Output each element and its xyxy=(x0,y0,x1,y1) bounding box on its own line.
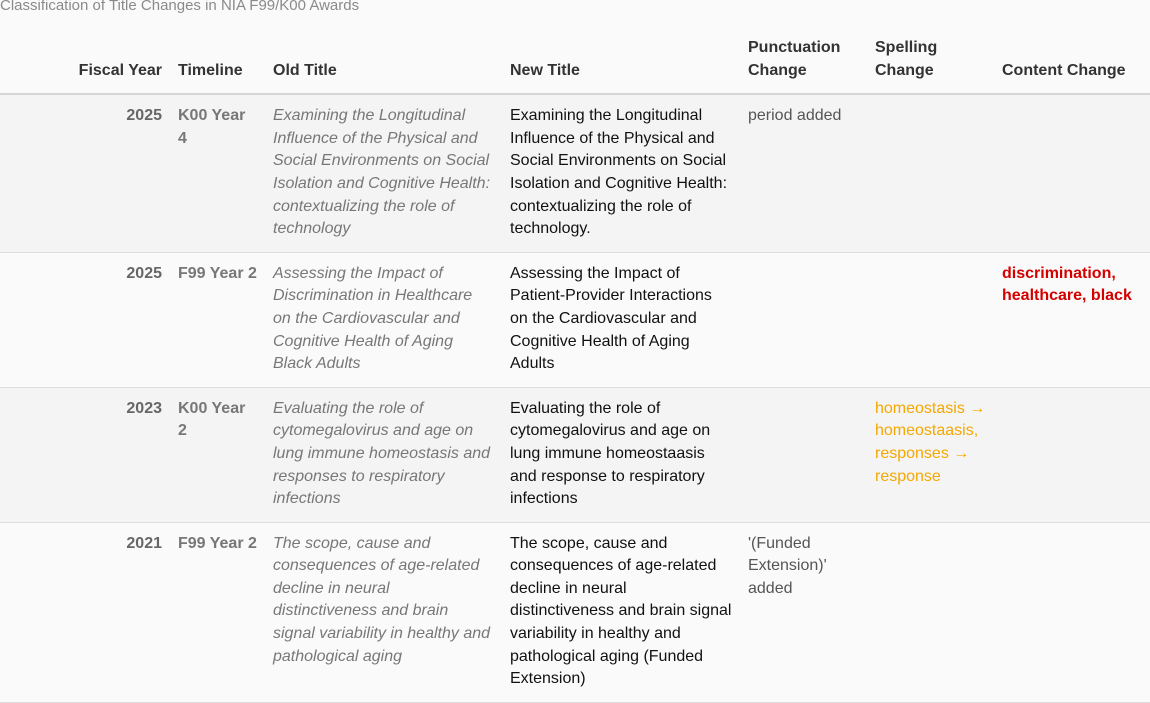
spelling-change-cell xyxy=(867,94,994,252)
fiscal-year-cell: 2025 xyxy=(0,252,170,387)
new-title-cell: Examining the Longitudinal Influence of the Physical and Social Environments on Social Isolation and Cognitive Health: contextualizing the role of technology. xyxy=(502,94,740,252)
punctuation-change-cell: '(Funded Extension)' added xyxy=(740,522,867,702)
content-change-cell xyxy=(994,522,1150,702)
old-title-cell: Assessing the Impact of Discrimination in Healthcare on the Cardiovascular and Cognitive Health of Aging Black Adults xyxy=(265,252,502,387)
old-title-cell: The scope, cause and consequences of age-related decline in neural distinctiveness and brain signal variability in healthy and pathological aging xyxy=(265,522,502,702)
old-title-cell: Evaluating the role of cytomegalovirus and age on lung immune homeostasis and responses to respiratory infections xyxy=(265,387,502,522)
punctuation-change-cell: period added xyxy=(740,94,867,252)
content-change-cell xyxy=(994,94,1150,252)
header-new-title: New Title xyxy=(502,37,740,94)
timeline-cell: F99 Year 2 xyxy=(170,252,265,387)
fiscal-year-cell: 2023 xyxy=(0,387,170,522)
table-row xyxy=(0,387,1150,522)
punctuation-change-cell xyxy=(740,387,867,522)
fiscal-year-cell: 2025 xyxy=(0,94,170,252)
content-change-cell: discrimination, healthcare, black xyxy=(994,252,1150,387)
timeline-cell: K00 Year 4 xyxy=(170,94,265,252)
header-fiscal-year: Fiscal Year xyxy=(0,37,170,94)
header-row xyxy=(0,37,1150,94)
table-row xyxy=(0,252,1150,387)
table-row xyxy=(0,522,1150,702)
old-title-cell: Examining the Longitudinal Influence of the Physical and Social Environments on Social Isolation and Cognitive Health: contextualizing the role of technology xyxy=(265,94,502,252)
punctuation-change-cell xyxy=(740,252,867,387)
header-old-title: Old Title xyxy=(265,37,502,94)
timeline-cell: F99 Year 2 xyxy=(170,522,265,702)
table-row xyxy=(0,94,1150,252)
new-title-cell: Assessing the Impact of Patient-Provider Interactions on the Cardiovascular and Cognitive Health of Aging Adults xyxy=(502,252,740,387)
title-changes-table xyxy=(0,37,1150,703)
header-timeline: Timeline xyxy=(170,37,265,94)
timeline-cell: K00 Year 2 xyxy=(170,387,265,522)
content-change-cell xyxy=(994,387,1150,522)
spelling-change-cell: homeostasis → homeostaasis, responses → response xyxy=(867,387,994,522)
header-spelling-change: Spelling Change xyxy=(867,37,994,94)
header-content-change: Content Change xyxy=(994,37,1150,94)
header-punctuation-change: Punctuation Change xyxy=(740,37,867,94)
new-title-cell: The scope, cause and consequences of age-related decline in neural distinctiveness and brain signal variability in healthy and pathological aging (Funded Extension) xyxy=(502,522,740,702)
spelling-change-cell xyxy=(867,252,994,387)
new-title-cell: Evaluating the role of cytomegalovirus and age on lung immune homeostaasis and response to respiratory infections xyxy=(502,387,740,522)
fiscal-year-cell: 2021 xyxy=(0,522,170,702)
spelling-change-cell xyxy=(867,522,994,702)
table-caption: Classification of Title Changes in NIA F99/K00 Awards xyxy=(0,0,360,14)
